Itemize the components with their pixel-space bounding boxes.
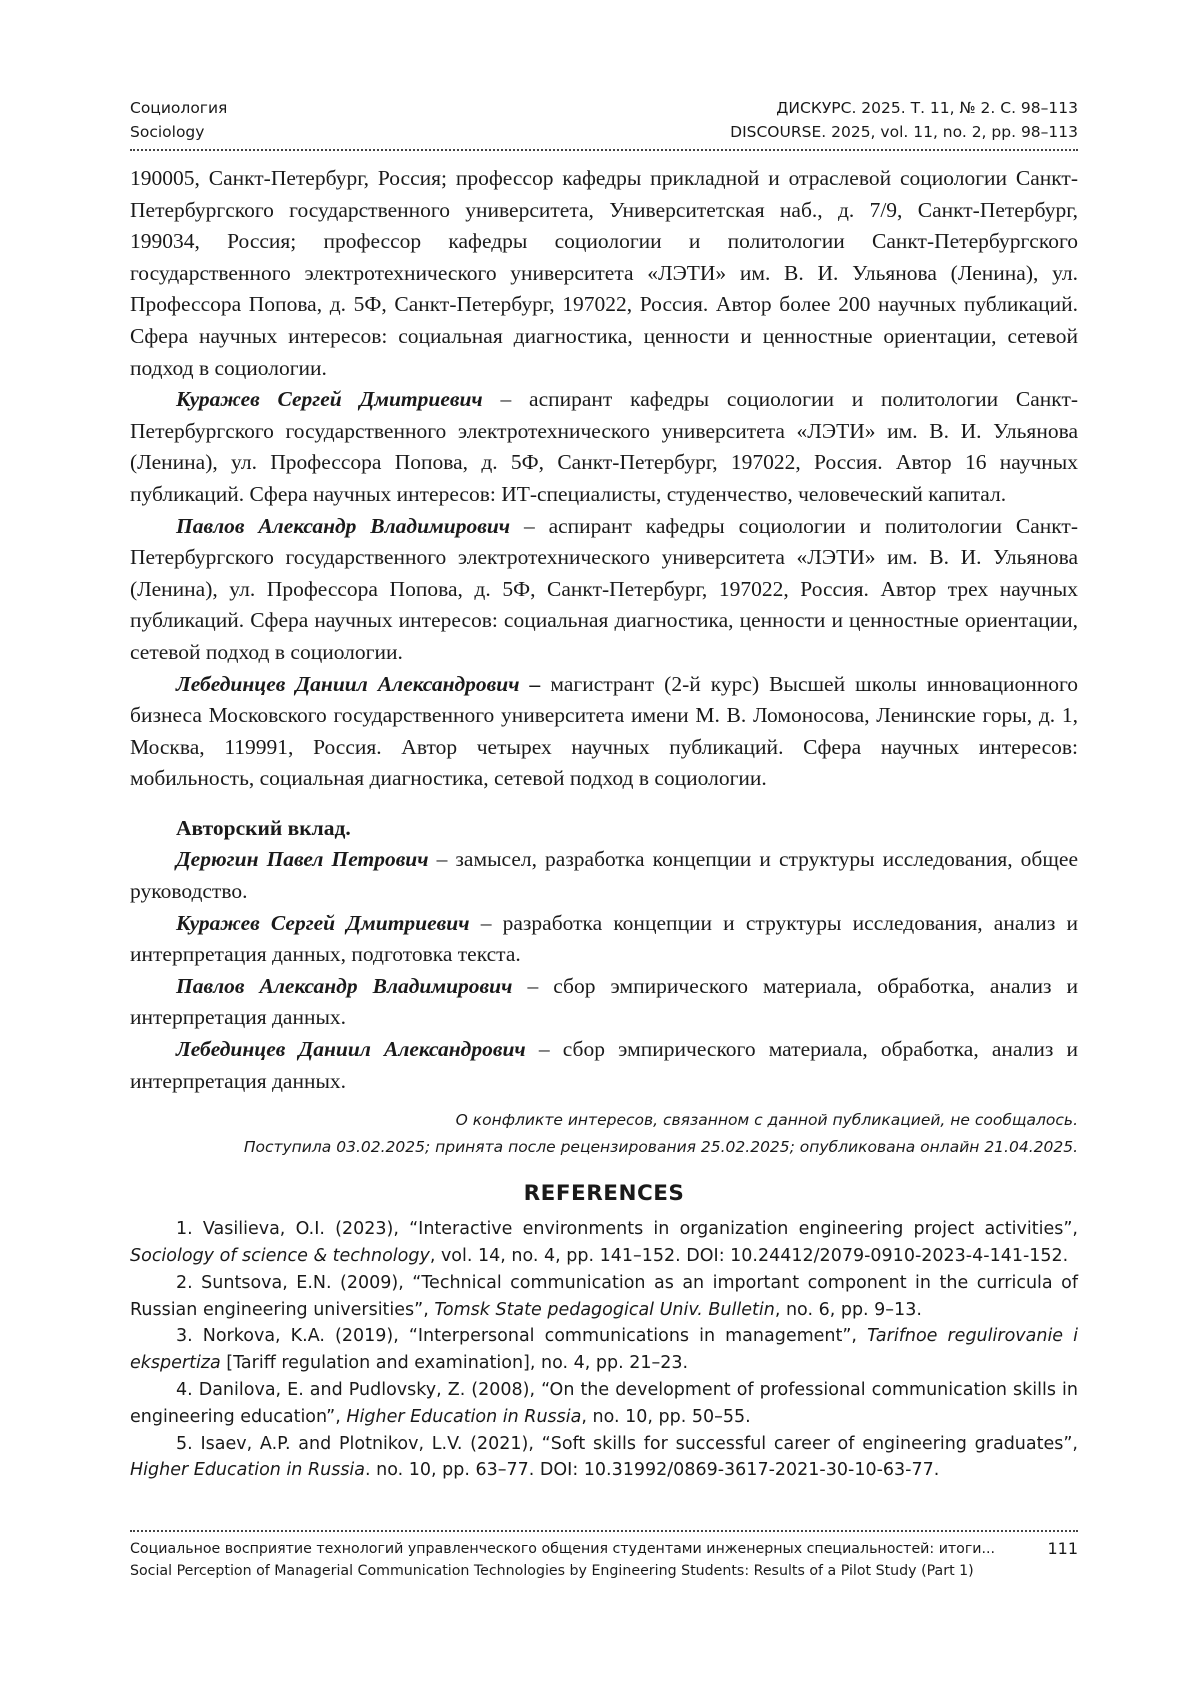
publication-notes: [130, 1107, 1078, 1161]
contribution-item: [130, 844, 1078, 907]
reference-text: 3. Norkova, K.A. (2019), “Interpersonal communications in management”,: [176, 1326, 868, 1347]
reference-item: [130, 1270, 1078, 1324]
reference-details: [Tariff regulation and examination], no. 4, pp. 21–23.: [220, 1353, 689, 1374]
reference-list: [130, 1216, 1078, 1484]
author-description: магистрант (2-й курс) Высшей школы инновационного бизнеса Московского государственного университета имени М. В. Ломоносова, Ленинские горы, д. 1, Москва, 119991, Россия. Автор четырех научных публикаций. Сфера научных интересов: мобильность, социальная диагностика, сетевой подход в социологии.: [130, 671, 1078, 791]
reference-text: 1. Vasilieva, O.I. (2023), “Interactive environments in organization engineering project activities”,: [176, 1219, 1078, 1240]
header-left: [130, 96, 227, 144]
author-paragraph: [130, 384, 1078, 510]
contribution-text: – сбор эмпирического материала, обработка, анализ и интерпретация данных.: [130, 1037, 1078, 1093]
contribution-heading: Авторский вклад.: [176, 815, 351, 840]
citation-ru: ДИСКУРС. 2025. Т. 11, № 2. С. 98–113: [776, 99, 1078, 117]
author-description: – аспирант кафедры социологии и политологии Санкт-Петербургского государственного электротехнического университета «ЛЭТИ» им. В. И. Ульянова (Ленина), ул. Профессора Попова, д. 5Ф, Санкт-Петербург, 197022, Россия. Автор трех научных публикаций. Сфера научных интересов: социальная диагностика, ценности и ценностные ориентации, сетевой подход в социологии.: [130, 513, 1078, 664]
author-paragraph-continued: 190005, Санкт-Петербург, Россия; профессор кафедры прикладной и отраслевой социологии Санкт-Петербургского государственного университета, Университетская наб., д. 7/9, Санкт-Петербург, 199034, Россия; профессор кафедры социологии и политологии Санкт-Петербургского государственного электротехнического университета «ЛЭТИ» им. В. И. Ульянова (Ленина), ул. Профессора Попова, д. 5Ф, Санкт-Петербург, 197022, Россия. Автор более 200 научных публикаций. Сфера научных интересов: социальная диагностика, ценности и ценностные ориентации, сетевой подход в социологии.: [130, 166, 1078, 380]
author-name: Куражев Сергей Дмитриевич: [176, 387, 483, 412]
running-footer: [130, 1530, 1078, 1582]
author-paragraph: [130, 669, 1078, 795]
references-heading: REFERENCES: [523, 1181, 685, 1207]
reference-source: Higher Education in Russia: [130, 1460, 366, 1481]
running-header: [130, 96, 1078, 151]
reference-item: [130, 1431, 1078, 1485]
contributor-name: Лебединцев Даниил Александрович: [176, 1037, 526, 1062]
reference-text: 2. Suntsova, E.N. (2009), “Technical communication as an important component in the curricula of Russian engineering universities”,: [130, 1272, 1078, 1320]
reference-source: Higher Education in Russia: [346, 1406, 582, 1427]
reference-details: . no. 10, pp. 63–77. DOI: 10.31992/0869-3617-2021-30-10-63-77.: [365, 1460, 940, 1481]
author-description: – аспирант кафедры социологии и политологии Санкт-Петербургского государственного электротехнического университета «ЛЭТИ» им. В. И. Ульянова (Ленина), ул. Профессора Попова, д. 5Ф, Санкт-Петербург, 197022, Россия. Автор 16 научных публикаций. Сфера научных интересов: ИТ-специалисты, студенчество, человеческий капитал.: [130, 387, 1078, 506]
reference-item: [130, 1323, 1078, 1377]
reference-source: Sociology of science & technology: [130, 1246, 430, 1267]
contributor-name: Павлов Александр Владимирович: [176, 973, 513, 998]
reference-details: , vol. 14, no. 4, pp. 141–152. DOI: 10.24412/2079-0910-2023-4-141-152.: [429, 1246, 1069, 1267]
reference-text: 4. Danilova, E. and Pudlovsky, Z. (2008), “On the development of professional communication skills in engineering education”,: [130, 1380, 1078, 1427]
contribution-item: [130, 908, 1078, 971]
author-name: Павлов Александр Владимирович: [176, 513, 511, 538]
reference-source: Tomsk State pedagogical Univ. Bulletin: [434, 1299, 775, 1320]
contribution-item: [130, 1034, 1078, 1097]
reference-item: [130, 1377, 1078, 1431]
page-number: 111: [1047, 1539, 1078, 1558]
author-name: Лебединцев Даниил Александрович –: [176, 671, 541, 696]
author-paragraph: [130, 511, 1078, 669]
contributor-name: Куражев Сергей Дмитриевич: [176, 910, 470, 935]
footer-row: [130, 1538, 1078, 1560]
page: [130, 96, 1078, 1484]
contribution-text: – замысел, разработка концепции и структуры исследования, общее руководство.: [130, 847, 1078, 904]
reference-details: , no. 6, pp. 9–13.: [774, 1299, 922, 1320]
header-right: [730, 96, 1078, 144]
contribution-item: [130, 971, 1078, 1034]
citation-en: DISCOURSE. 2025, vol. 11, no. 2, pp. 98–113: [730, 123, 1078, 141]
contributor-name: Дерюгин Павел Петрович: [176, 847, 429, 872]
section-ru: Социология: [130, 99, 228, 117]
section-en: Sociology: [130, 123, 205, 141]
reference-source: Tarifnoe regulirovanie i ekspertiza: [130, 1326, 1078, 1374]
reference-text: 5. Isaev, A.P. and Plotnikov, L.V. (2021), “Soft skills for successful career of engineering graduates”,: [176, 1433, 1078, 1454]
contribution-text: – сбор эмпирического материала, обработка, анализ и интерпретация данных.: [130, 973, 1078, 1030]
reference-item: [130, 1216, 1078, 1270]
reference-details: , no. 10, pp. 50–55.: [581, 1406, 751, 1427]
author-info: [130, 163, 1078, 1097]
footer-title-en: Social Perception of Managerial Communication Technologies by Engineering Students: Results of a Pilot Study (Part 1): [130, 1563, 974, 1579]
contribution-text: – разработка концепции и структуры исследования, анализ и интерпретация данных, подготовка текста.: [130, 910, 1078, 967]
publication-dates-note: Поступила 03.02.2025; принята после рецензирования 25.02.2025; опубликована онлайн 21.04.2025.: [243, 1138, 1078, 1157]
conflict-of-interest-note: О конфликте интересов, связанном с данной публикацией, не сообщалось.: [455, 1111, 1078, 1130]
footer-title-ru: Социальное восприятие технологий управленческого общения студентами инженерных специальностей: итоги...: [130, 1541, 996, 1557]
